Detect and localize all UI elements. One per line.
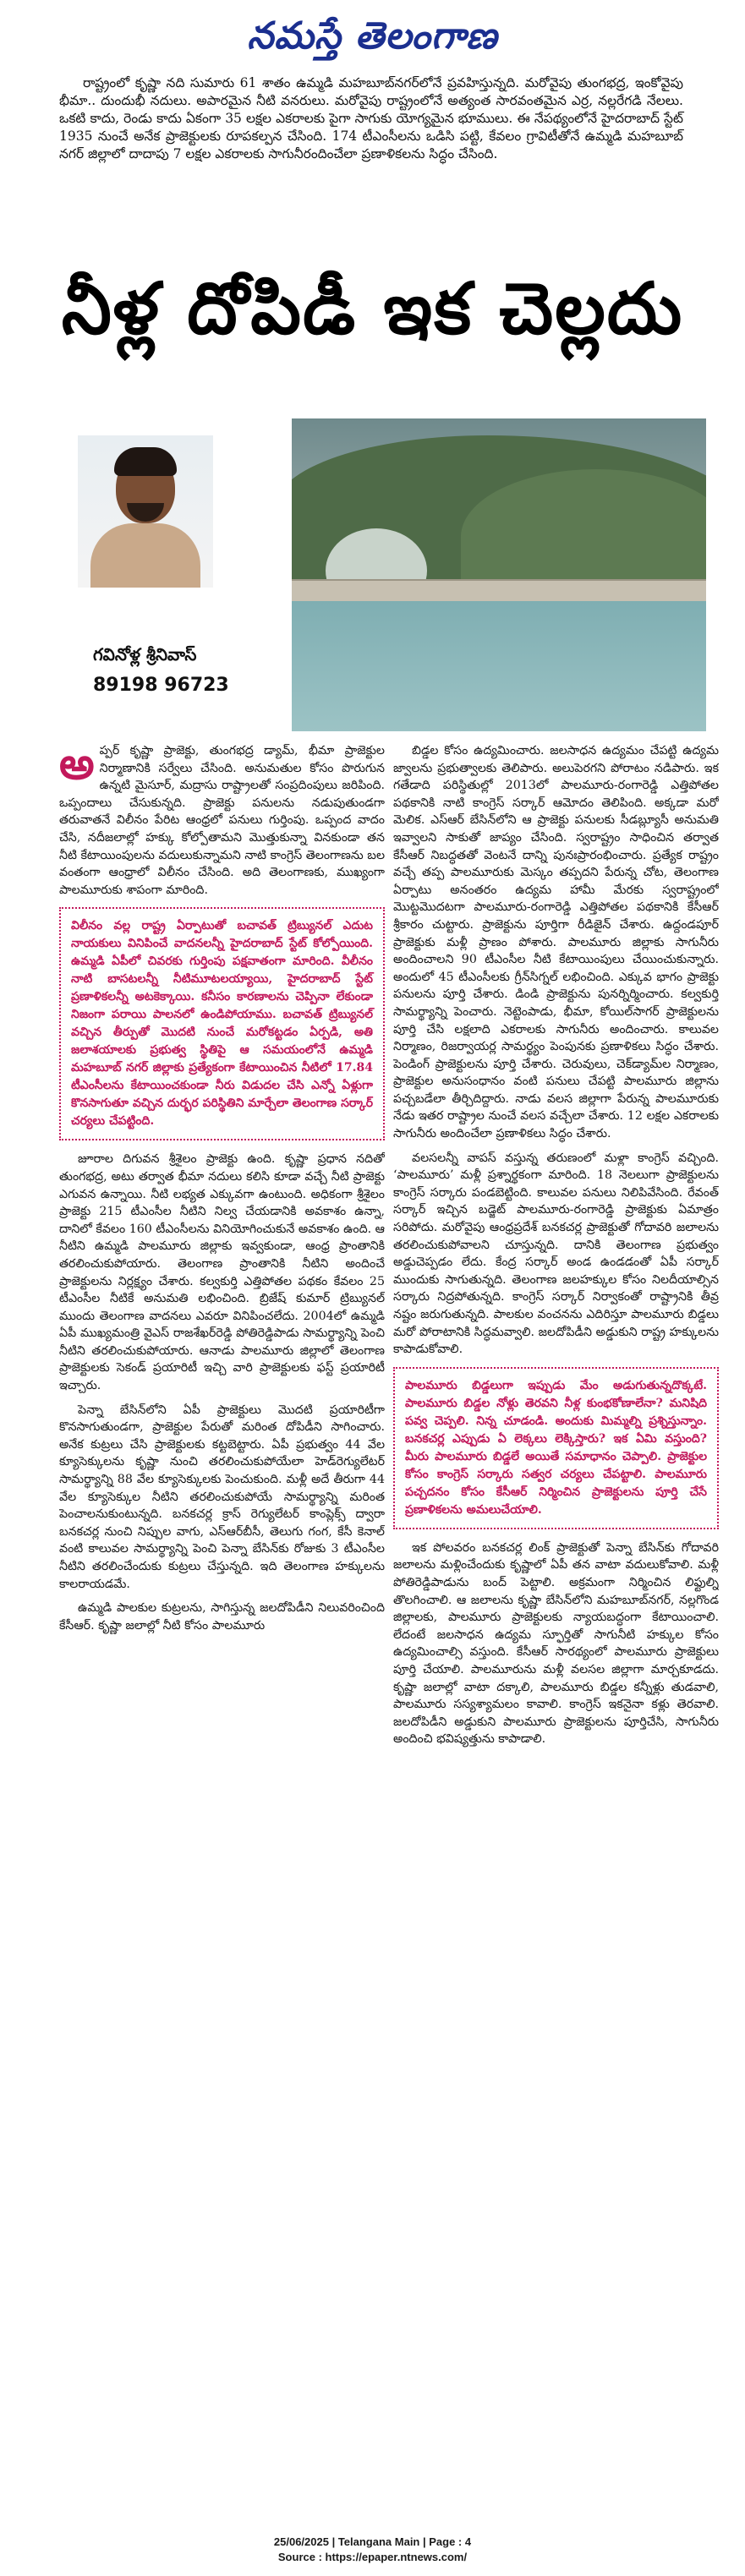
standfirst-paragraph: రాష్ట్రంలో కృష్ణా నది సుమారు 61 శాతం ఉమ్మడి మహబూబ్‌నగర్‌లోనే ప్రవహిస్తున్నది. మరోవైపు తుంగభద్ర, ఇంకోవైపు భీమా.. దుందుభీ నదులు. అపారమైన నీటి వనరులు. మరోవైపు రాష్ట్రంలోనే అత్యంత సారవంతమైన ఎర్ర, నల్లరేగడి నేలలు. ఒకటి కాదు, రెండు కాదు ఏకంగా 35 లక్షల ఎకరాలకు పైగా సాగుకు యోగ్యమైన భూములు. ఈ నేపథ్యంలోనే హైదరాబాద్ స్టేట్ 1935 నుంచే అనేక ప్రాజెక్టులకు రూపకల్పన చేసింది. 174 టీఎంసీలను ఒడిసి పట్టి, కేవలం గ్రావిటీతోనే ఉమ్మడి మహబూబ్ నగర్ జిల్లాలో దాదాపు 7 లక్షల ఎకరాలకు సాగునీరందించేలా ప్రణాళికలను సిద్ధం చేసింది. xyxy=(59,75,683,161)
author-name: గవినోళ్ల శ్రీనివాస్ xyxy=(93,644,197,665)
article-paragraph: వలసలన్నీ వాపస్ వస్తున్న తరుణంలో మళ్లా కాంగ్రెస్ వచ్చింది. ‘పాలమూరు’ మళ్లీ ప్రశ్నార్థకంగా మారింది. 18 నెలలుగా ప్రాజెక్టులను కాంగ్రెస్ సర్కారు పండబెట్టింది. కాలువల పనులు నిలిపివేసింది. రేవంత్‌ సర్కార్ ఇచ్చిన బడ్జెట్ పాలమూరు-రంగారెడ్డి ప్రాజెక్టుకు ఏమాత్రం సరిపోదు. మరోవైపు ఆంధ్రప్రదేశ్ బనకచర్ల ప్రాజెక్టుతో గోదావరి జలాలను తరలించుకుపోవాలని చూస్తున్నది. దానికి తెలంగాణ ప్రభుత్వం అడ్డుచెప్పడం లేదు. కేంద్ర సర్కార్ అండ ఉండడంతో ఏపీ సర్కార్ ముందుకు సాగుతున్నది. తెలంగాణ జలహక్కుల కోసం నిలదీయాల్సిన సర్కారు నిద్రపోతున్నది. కాంగ్రెస్ సర్కార్ నిర్వాకంతో రాష్ట్రానికి తీవ్ర నష్టం జరుగుతున్నది. పాలకుల వంచనను ఎదిరిస్తూ పాలమూరు బిడ్డలు మరో పోరాటానికి సిద్ధమవ్వాలి. జలదోపిడీని అడ్డుకుని రాష్ట్ర హక్కులను కాపాడుకోవాలి. xyxy=(393,1151,719,1357)
pull-quote-text: విలీనం వల్ల రాష్ట్ర ఏర్పాటుతో బచావత్ ట్రిబ్యునల్ ఎదుట నాయకులు వినిపించే వాదనలన్నీ హైదరాబాద్ స్టేట్ కోల్పోయింది. ఉమ్మడి ఏపీలో చివరకు గుర్తింపు పక్షవాతంగా మారింది. వీలీనం నాటి బాసటలన్నీ నీటిమూటలయ్యాయి, హైదరాబాద్ స్టేట్ ప్రణాళికలన్నీ అటకెక్కాయి. కనీసం కారణాలను చెప్పినా లేకుండా నిజంగా పరాయి పాలనలో ఉండిపోయాము. బచావత్ ట్రిబ్యునల్ వచ్చిన తీర్పుతో మొదటి నుంచే మరోకట్టడం ఏర్పడి, అతి జలాశయాలకు ప్రభుత్వ స్థితిపై ఆ సమయంలోనే ఉమ్మడి మహబూబ్ నగర్ జిల్లాకు ప్రత్యేకంగా కేటాయించిన నీటిలో 17.84 టీఎంసీలను కేటాయించకుండా నీరు విడుదల చేసి ఎన్నో ఏళ్లుగా కొనసాగుతూ వచ్చిన దుర్భర పరిస్థితిని మార్చేలా తెలంగాణ సర్కార్ చర్యలు చేపట్టింది. xyxy=(71,919,374,1129)
pull-quote xyxy=(393,1367,719,1529)
page-footer xyxy=(0,2535,745,2565)
footer-date-edition: 25/06/2025 | Telangana Main | Page : 4 xyxy=(273,2535,472,2548)
pull-quote-text: పాలమూరు బిడ్డలుగా ఇప్పుడు మేం అడుగుతున్నదొక్కటే. పాలమూరు బిడ్డల నోళ్లు తెరవని నీళ్ల కుంభకోణాలేనా? మనిషిది పవ్వ చెప్పలి. నిన్న చూడండి. అందుకు మిమ్మల్ని ప్రశ్నిస్తున్నాం. బనకచర్ల ఎప్పుడు ఏ లెక్కలు లెక్కిస్తారు? ఇక ఏమి వస్తుంది? మీరు పాలమూరు బిడ్డలే అయితే సమాధానం చెప్పాలి. ప్రాజెక్టుల కోసం కాంగ్రెస్ సర్కారు సత్వర చర్యలు చేపట్టాలి. పాలమూరు పచ్చదనం కోసం కేసీఆర్ నిర్మించిన ప్రాజెక్టులను పూర్తి చేసే ప్రణాళికలను అమలుచేయాలి. xyxy=(405,1378,707,1517)
article-column-right xyxy=(393,742,719,2528)
author-photo-hair xyxy=(114,447,177,476)
author-photo xyxy=(78,435,213,588)
article-paragraph: పెన్నా బేసిన్‌లోని ఏపీ ప్రాజెక్టులు మొదటి ప్రయారిటీగా కొనసాగుతుండగా, ప్రాజెక్టుల పేరుతో మరింత దోపిడీని సాగించారు. అనేక కుట్రలు చేసి ప్రాజెక్టులకు కట్టబెట్టారు. ఏపీ ప్రభుత్వం 44 వేల క్యూసెక్కులను కృష్ణా నుంచి తరలించుకుపోయేలా హెడ్‌రెగ్యులేటర్ సామర్థ్యాన్ని 88 వేల క్యూసెక్కులకు పెంచుకుంది. మళ్లీ అదే తీరుగా 44 వేల క్యూసెక్కుల నీటిని తరలించుకుపోయే సామర్థ్యాన్ని మరింత పెంచాలనుకుంటున్నది. బనకచర్ల క్రాస్ రెగ్యులేటర్ కాంప్లెక్స్ ద్వారా బనకచర్ల నుంచి నిప్పుల వాగు, ఎస్ఆర్‌బీసీ, తెలుగు గంగ, కేసీ కెనాల్ వంటి కాలువల సామర్థ్యాన్ని పెంచి పెన్నా బేసిన్‌కు రోజుకు 3 టీఎంసీల నీటిని తరలించేందుకు కుట్రలు చేస్తున్నది. ఇది తెలంగాణ హక్కులను కాలరాయడమే. xyxy=(59,1403,385,1591)
author-phone: 89198 96723 xyxy=(93,675,229,696)
masthead xyxy=(0,7,745,66)
drop-cap: అ xyxy=(59,742,95,790)
dam-photo-dam-wall xyxy=(292,579,706,603)
article-paragraph xyxy=(59,742,385,899)
article-paragraph: ఇక పోలవరం బనకచర్ల లింక్ ప్రాజెక్టుతో పెన్నా బేసిన్‌కు గోదావరి జలాలను మళ్లించేందుకు కృష్ణాలో ఏపీ తన వాటా వదులుకోవాలి. మళ్లీ పోతిరెడ్డిపాడును బంద్ పెట్టాలి. అక్రమంగా నిర్మించిన లిఫ్టుల్ని తొలగించాలి. ఆ జలాలను కృష్ణా బేసిన్‌లోని మహబూబ్‌నగర్, నల్లగొండ జిల్లాలకు, పాలమూరు ప్రాజెక్టులకు న్యాయబద్ధంగా కేటాయించాలి. లేదంటే జలసాధన ఉద్యమ స్ఫూర్తితో సాగునీటి హక్కుల కోసం ఉద్యమించాల్సి వస్తుంది. కేసీఆర్ సారథ్యంలో పాలమూరు ప్రాజెక్టులు పూర్తి చేయాలి. పాలమూరును మళ్లీ వలసల జిల్లాగా మార్చకూడదు. కృష్ణా జలాల్లో వాటా దక్కాలి, పాలమూరు బిడ్డల కన్నీళ్లు తుడవాలి, పాలమూరు సస్యశ్యామలం కావాలి. కాంగ్రెస్ ఇకనైనా కళ్లు తెరవాలి. జలదోపిడీని అడ్డుకుని పాలమూరు ప్రాజెక్టులను పూర్తిచేసి, సాగునీరు అందించి భవిష్యత్తును కాపాడాలి. xyxy=(393,1540,719,1747)
masthead-title: నమస్తే తెలంగాణ xyxy=(247,14,498,57)
pull-quote xyxy=(59,907,385,1140)
article-paragraph: బిడ్డల కోసం ఉద్యమించారు. జలసాధన ఉద్యమం చేపట్టి ఉద్యమ జ్వాలను ప్రభుత్వాలకు తెలిపారు. అలుపెరగని పోరాటం నడిపారు. ఇక గతేడాది పరిస్థితుల్లో 2013లో పాలమూరు-రంగారెడ్డి ఎత్తిపోతల పథకానికి నాటి కాంగ్రెస్ సర్కార్ ఆమోదం తెలిపింది. అక్కడా మరో మెలిక. ఎస్ఆర్ బేసిన్‌లోని ఆ ప్రాజెక్టు పనులకు సీడబ్ల్యూసీ అనుమతి ఇవ్వాలని సాకుతో జాప్యం చేసింది. స్వరాష్ట్రం సాధించిన తర్వాత కేసీఆర్ నిబద్ధతతో వెంటనే దాన్ని పునఃప్రారంభించారు. ప్రత్యేక రాష్ట్రం వచ్చే తప్ప పాలమూరుకు మెస్కం తప్పదని పేరున్న చోట, తెలంగాణ ఏర్పాటు అనంతరం ఉద్యమ హామీ మేరకు స్వరాష్ట్రంలో మొట్టమొదటగా పాలమూరు-రంగారెడ్డి ఎత్తిపోతల పథకానికి కేసీఆర్ శ్రీకారం చుట్టారు. ప్రాజెక్టును పూర్తిగా రీడిజైన్ చేశారు. ఉద్దండపూర్ ప్రాజెక్టుకు మళ్లీ ప్రాణం పోశారు. పాలమూరు జిల్లాకు సాగునీరు అందించాలని 90 టీఎంసీల నీటి కేటాయింపులు చేయించుకున్నారు. అందులో 45 టీఎంసీలకు గ్రీన్‌సిగ్నల్ లభించింది. ఎక్కువ భాగం ప్రాజెక్టు పనులను పూర్తి చేశారు. డిండి ప్రాజెక్టును పునర్నిర్మించారు. కల్వకుర్తి సామర్థ్యాన్ని పెంచారు. నెట్టెంపాడు, భీమా, కోయిల్‌సాగర్ ప్రాజెక్టులను పూర్తి చేసి లక్షలాది ఎకరాలకు సాగునీరు అందించారు. కాలువల నిర్మాణం, రిజర్వాయర్ల సామర్థ్యం పెంపునకు ప్రణాళికలు సిద్ధం చేశారు. పెండింగ్ ప్రాజెక్టులను పూర్తి చేశారు. చెరువులు, చెక్‌డ్యామ్‌ల నిర్మాణం, ప్రాజెక్టుల అనుసంధానం వంటి పనులు చేపట్టి పాలమూరు జిల్లాను పచ్చబడేలా తీర్చిదిద్దారు. నాడు వలస జిల్లాగా పేరున్న పాలమూరుకు నేడు ఇతర రాష్ట్రాల నుంచే వలస వచ్చేలా చేశారు. 12 లక్షల ఎకరాలకు సాగునీరు అందించేలా ప్రణాళికలు సిద్ధం చేశారు. xyxy=(393,744,719,1141)
footer-source: Source : https://epaper.ntnews.com/ xyxy=(277,2551,468,2563)
article-paragraph: జూరాల దిగువన శ్రీశైలం ప్రాజెక్టు ఉంది. కృష్ణా ప్రధాన నదితో తుంగభద్ర, అటు తర్వాత భీమా నదులు కలిసి కూడా వచ్చే నీటి ప్రాజెక్టు ఎగువన ఉన్నాయి. నీటి లభ్యత ఎక్కువగా ఉంటుంది. అధికంగా శ్రీశైలం ప్రాజెక్టు 215 టీఎంసీల నీటిని నిల్వ చేయడానికి అవకాశం ఉన్నా, దానిలో కేవలం 160 టీఎంసీలను వినియోగించుకునే అవకాశం ఉంది. ఆ నీటిని ఉమ్మడి పాలమూరు జిల్లాకు ఇవ్వకుండా, ఆంధ్ర ప్రాంతానికి తరలించుకుపోయారు. తెలంగాణ ప్రాంతానికి నీటిని అందించే ప్రాజెక్టులను నిర్లక్ష్యం చేశారు. కల్వకుర్తి ఎత్తిపోతల పథకం కేవలం 25 టీఎంసీల నీటికే అనుమతి లభించింది. బ్రిజేష్ కుమార్ ట్రిబ్యునల్ ముందు తెలంగాణ వాదనలు ఎవరూ వినిపించలేదు. 2004లో ఉమ్మడి ఏపీ ముఖ్యమంత్రి వైఎస్ రాజశేఖర్‌రెడ్డి పోతిరెడ్డిపాడు సామర్థ్యాన్ని పెంచి నీటిని తరలించుకుపోయారు. ఆనాడు పాలమూరు జిల్లాలో తెలంగాణ ప్రాజెక్టులకు సెకండ్ ప్రయారిటీ ఇచ్చి వారి ప్రాజెక్టులకు ఫస్ట్ ప్రయారిటీ ఇచ్చారు. xyxy=(59,1152,385,1393)
article-paragraph-text: ప్పర్ కృష్ణా ప్రాజెక్టు, తుంగభద్ర డ్యామ్, భీమా ప్రాజెక్టుల నిర్మాణానికి సర్వేలు చేసింది. అనుమతుల కోసం పొరుగున ఉన్నటి మైసూర్, మద్రాసు రాష్ట్రాలతో సంప్రదింపులు జరిపింది. ఒప్పందాలు చేసుకున్నది. ప్రాజెక్టు పనులను నడుపుతుండగా తరువాతనే విలీనం పేరిట ఆంధ్రలో పనులు గుర్తింపు. ఒప్పంద వాదం చేసి, నదీజలాల్లో హక్కు కోల్పోతామని మొత్తుకున్నా వినకుండా తన నీటి కేటాయింపులను వదులుకున్నామని నాటి కాంగ్రెస్ తెలంగాణను బల వంతంగా ఆంధ్రాలో విలీనం చేసింది. అది తెలంగాణకు, ముఖ్యంగా పాలమూరుకు శాపంగా మారింది. xyxy=(59,744,385,897)
article-paragraph: ఉమ్మడి పాలకుల కుట్రలను, సాగిస్తున్న జలదోపిడీని నిలువరించింది కేసీఆర్. కృష్ణా జలాల్లో నీటి కోసం పాలమూరు xyxy=(59,1601,385,1633)
headline: నీళ్ల దోపిడీ ఇక చెల్లదు xyxy=(61,266,684,350)
dam-photo xyxy=(292,418,706,731)
standfirst xyxy=(59,74,683,167)
dam-photo-water xyxy=(292,601,706,731)
author-photo-shirt xyxy=(90,523,200,588)
article-column-left xyxy=(59,742,385,2528)
